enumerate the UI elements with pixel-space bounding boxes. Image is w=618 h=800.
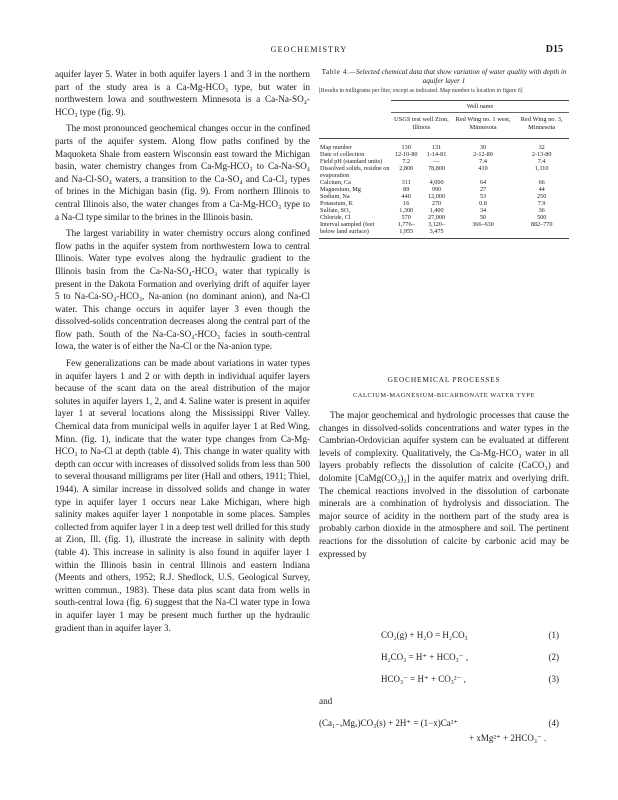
table-row <box>319 165 569 179</box>
equation-number: (1) <box>548 630 559 640</box>
row-label: Interval sampled (feet below land surface) <box>319 221 391 239</box>
table-cell: 2-13-80 <box>531 151 552 159</box>
equation-number: (4) <box>548 718 559 728</box>
table-row <box>319 139 569 152</box>
table-cell: 34 <box>479 207 487 215</box>
row-label: Potassium, K <box>320 200 354 208</box>
table-row <box>319 158 569 165</box>
row-label: Dissolved solids, residue on evaporation <box>320 165 390 180</box>
paragraph: The largest variability in water chemistry occurs along confined flow paths in the aquifer system from northwestern Iowa to central Illinois. Water type evolves along the hydraulic gradient to the Illinois basin from the Ca-Na-SO₄-HCO₃ water that typically is present in the Dakota Formation and overlying drift of aquifer layer 5 to Na-Ca-SO₄-HCO₃, Na-anion (no dominant anion), and Na-Cl water. This change occurs in aquifer layer 3 even though the dissolved-solids concentration decreases along the central part of the flow path. South of the Na-Ca-SO₄-HCO₃ facies in south-central Iowa, the water is of either the Na-Cl or the Na-anion type. <box>55 228 310 352</box>
running-header <box>0 45 618 59</box>
table-cell: 30 <box>479 144 487 152</box>
conjunction: and <box>319 696 333 706</box>
table-cell: 36 <box>538 207 545 215</box>
equation-text: HCO₃⁻ = H⁺ + CO₃²⁻ , <box>381 674 466 684</box>
table-cell: 440 <box>401 193 411 201</box>
equation-number: (2) <box>548 652 559 662</box>
table-row <box>319 193 569 200</box>
table-cell: 7.4 <box>537 158 546 166</box>
table-title: —Selected chemical data that show variation of water quality with depth in aquifer layer 1 <box>349 68 567 86</box>
table-cell: 53 <box>479 193 487 201</box>
row-label: Sulfate, SO₄ <box>320 207 351 215</box>
table-cell: 131 <box>431 144 442 152</box>
table-cell: 366–630 <box>452 221 515 239</box>
paragraph: The most pronounced geochemical changes occur in the confined parts of the aquifer system. Along flow paths confined by the Maquoketa Shale from eastern Wisconsin east toward the Michigan basin, water chemistry changes from Ca-Mg-HCO₃ to Ca-Na-SO₄ and Na-Cl-SO₄ waters, a transition to the Ca-SO₄ and Ca-Cl₂ types of brines in the Michigan basin (fig. 9). From northern Illinois to central Illinois also, the water changes from a Ca-Mg-HCO₃ type to a Na-Cl type similar to the brines in the Illinois basin. <box>55 123 310 222</box>
right-column-text <box>319 409 569 560</box>
equation-number: (3) <box>548 674 559 684</box>
table-cell: 66 <box>538 179 545 187</box>
table-cell: 89 <box>403 186 410 194</box>
table-cell: 7.2 <box>402 158 411 166</box>
table-4-block <box>319 68 569 239</box>
subsection-heading: CALCIUM-MAGNESIUM-BICARBONATE WATER TYPE <box>352 392 536 399</box>
table-cell: 0.8 <box>479 200 487 208</box>
paragraph: aquifer layer 5. Water in both aquifer layers 1 and 3 in the northern part of the study area is a Ca-Mg-HCO₃ type, but water in northwestern Iowa and southwestern Minnesota is a Ca-Na-SO₄-HCO₃ type (fig. 9). <box>55 69 310 117</box>
equation-text: H₂CO₃ = H⁺ + HCO₃⁻ , <box>381 652 469 662</box>
column-header: Red Wing no. 1 west, Minnesota <box>452 113 515 139</box>
row-label: Sodium, Na <box>320 193 350 201</box>
table-cell: 7.4 <box>479 158 487 166</box>
table-row <box>319 214 569 221</box>
table-cell: 44 <box>538 186 545 194</box>
table-caption <box>319 68 569 86</box>
table-cell: 270 <box>431 200 442 208</box>
table-cell: 32 <box>538 144 545 152</box>
table-cell: 3,120–3,475 <box>421 221 451 239</box>
equation-1 <box>319 630 569 644</box>
page-number: D15 <box>545 44 563 55</box>
table-cell: 990 <box>431 186 442 194</box>
table-cell: 500 <box>537 214 547 222</box>
table-cell: 311 <box>401 179 411 187</box>
equation-4-continued <box>319 733 569 747</box>
table-cell: — <box>433 158 440 166</box>
table-row <box>319 179 569 186</box>
table-cell: 570 <box>401 214 411 222</box>
equation-text: + xMg²⁺ + 2HCO₃⁻ . <box>469 733 547 743</box>
row-label: Date of collection <box>320 151 365 159</box>
column-header: USGS test well Zion, Illinois <box>391 113 452 139</box>
table-cell: 27 <box>479 186 487 194</box>
row-label: Magnesium, Mg <box>320 186 361 194</box>
row-label: Chloride, Cl <box>320 214 351 222</box>
running-title: GEOCHEMISTRY <box>270 45 348 54</box>
table-label: Table 4. <box>321 68 350 76</box>
table-row <box>319 207 569 214</box>
table-cell: 50 <box>479 214 487 222</box>
well-name-header: Well name <box>391 101 569 113</box>
table-cell: 64 <box>479 179 487 187</box>
table-cell: 1,300 <box>399 207 414 215</box>
table-cell: 250 <box>537 193 547 201</box>
row-label: Map number <box>320 144 352 152</box>
table-cell: 78,800 <box>428 165 446 173</box>
table-cell: 27,000 <box>428 214 446 222</box>
table-cell: 4,000 <box>429 179 444 187</box>
equation-2 <box>319 652 569 666</box>
left-column <box>55 68 310 638</box>
paragraph: The major geochemical and hydrologic processes that cause the changes in dissolved-solids concentrations and water types in the Cambrian-Ordovician aquifer system can be evaluated at different levels of complexity. Qualitatively, the Ca-Mg-HCO₃ water in all layers probably reflects the dissolution of calcite (CaCO₃) and dolomite [CaMg(CO₃)₂] in the aquifer matrix and overlying drift. The chemical reactions involved in the dissolution of carbonate minerals are a combination of hydrolysis and dissociation. The major source of acidity in the northern part of the study area is probably carbon dioxide in the atmosphere and soil. The pertinent reactions for the dissolution of calcite by carbonic acid may be expressed by <box>319 410 569 559</box>
table-cell: 410 <box>478 165 488 173</box>
table-row <box>319 200 569 207</box>
chemical-data-table <box>319 100 569 239</box>
paragraph: Few generalizations can be made about variations in water types in aquifer layers 1 and 2 or with depth in individual aquifer layers because of the scant data on the areal distribution of the major solutes in aquifer layers 1, 2, and 4. Saline water is present in aquifer layer 1 at several locations along the Mississippi River Valley. Chemical data from municipal wells in aquifer layer 1 at Red Wing, Minn. (fig. 1), indicate that the water type changes from Ca-Mg-HCO₃ to Na-Cl at depth (table 4). This change in water quality with depth can occur with increases of dissolved solids from less than 500 to several thousand milligrams per liter (Hall and others, 1911; Thiel, 1944). A similar increase in dissolved solids and change in water type in aquifer layer 1 occurs near Lake Michigan, where high salinity makes aquifer layer 1 nonpotable in some places. Samples collected from aquifer layer 1 in a deep test well drilled for this study at Zion, Ill. (fig. 1), illustrate the increase in salinity with depth (table 4). This increase in salinity is also found in aquifer layer 1 within the Illinois basin in central Illinois and eastern Indiana (Meents and others, 1952; R.J. Shedlock, U.S. Geological Survey, written commun., 1983). These data plus scant data from wells in south-central Iowa (fig. 6) suggest that the Na-Cl water type in Iowa in aquifer layer 1 may be present much further up the hydraulic gradient than in aquifer layer 3. <box>55 358 310 633</box>
column-header: Red Wing no. 3, Minnesota <box>514 113 569 139</box>
table-cell: 1,110 <box>534 165 549 173</box>
equation-3 <box>319 674 569 688</box>
table-row <box>319 186 569 193</box>
table-cell: 16 <box>403 200 410 208</box>
table-cell: 7.9 <box>537 200 546 208</box>
equation-text: CO₂(g) + H₂O = H₂CO₃ <box>381 630 468 640</box>
equation-4 <box>319 718 569 732</box>
table-cell: 130 <box>401 144 411 152</box>
table-row <box>319 221 569 239</box>
table-cell: 882–770 <box>514 221 569 239</box>
table-cell: 2-12-80 <box>473 151 493 159</box>
table-cell: 12,000 <box>428 193 446 201</box>
row-label: Field pH (standard units) <box>320 158 383 166</box>
table-cell: 1,776–1,955 <box>391 221 421 239</box>
table-cell: 1-14-81 <box>426 151 447 159</box>
table-cell: 12-10-80 <box>394 151 418 159</box>
table-row <box>319 151 569 158</box>
table-cell: 2,800 <box>399 165 414 173</box>
section-heading: GEOCHEMICAL PROCESSES <box>387 375 501 384</box>
equation-text: (Ca₁₋ₓMgₓ)CO₃(s) + 2H⁺ = (1−x)Ca²⁺ <box>319 718 459 728</box>
row-label: Calcium, Ca <box>320 179 351 187</box>
table-cell: 1,400 <box>429 207 444 215</box>
table-note: [Results in milligrams per liter, except as indicated. Map number is location in figure 6] <box>319 88 523 95</box>
